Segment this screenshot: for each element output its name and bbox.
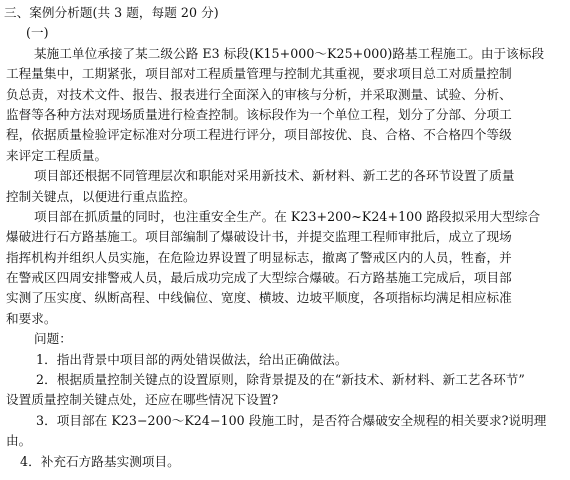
paragraph-line: 来评定工程质量。 bbox=[6, 147, 108, 163]
paragraph-line: 负总责，对技术文件、报告、报表进行全面深入的审核与分析，并采取测量、试验、分析、 bbox=[6, 86, 512, 102]
paragraph-line: 某施工单位承接了某二级公路 E3 标段(K15+000～K25+000)路基工程施工。由于该标段 bbox=[34, 45, 545, 61]
paragraph-line: 在警戒区四周安排警戒人员，最后成功完成了大型综合爆破。石方路基施工完成后，项目部 bbox=[6, 270, 512, 286]
paragraph-line: 项目部还根据不同管理层次和职能对采用新技术、新材料、新工艺的各环节设置了质量 bbox=[34, 168, 515, 184]
question-item: 2．根据质量控制关键点的设置原则，除背景提及的在“新技术、新材料、新工艺各环节” bbox=[36, 372, 525, 388]
paragraph-line: 指挥机构并组织人员实施，在危险边界设置了明显标志，撤离了警戒区内的人员，牲畜，并 bbox=[6, 249, 512, 265]
paragraph-2 bbox=[4, 166, 566, 207]
paragraph-line: 项目部在抓质量的同时，也注重安全生产。在 K23+200~K24+100 路段拟采用大型综合 bbox=[34, 208, 541, 224]
questions-label: 问题： bbox=[34, 331, 72, 347]
paragraph-line: 爆破进行石方路基施工。项目部编制了爆破设计书，并提交监理工程师审批后，成立了现场 bbox=[6, 229, 512, 245]
case-number: (一) bbox=[26, 25, 49, 41]
paragraph-1 bbox=[4, 44, 566, 166]
paragraph-line: 程，依据质量检验评定标准对分项工程进行评分，项目部按优、良、合格、不合格四个等级 bbox=[6, 127, 512, 143]
question-item-continued: 由。 bbox=[6, 433, 32, 449]
section-title: 三、案例分析题(共 3 题，每题 20 分) bbox=[4, 5, 219, 20]
question-item: 1．指出背景中项目部的两处错误做法，给出正确做法。 bbox=[36, 351, 348, 367]
question-item: 3．项目部在 K23−200～K24−100 段施工时，是否符合爆破安全规程的相关要求?说明理 bbox=[36, 412, 547, 428]
paragraph-line: 监督等各种方法对现场质量进行检查控制。该标段作为一个单位工程，划分了分部、分项工 bbox=[6, 106, 512, 122]
question-item-continued: 设置质量控制关键点处，还应在哪些情况下设置? bbox=[6, 392, 279, 408]
question-item: 4．补充石方路基实测项目。 bbox=[20, 453, 180, 469]
paragraph-line: 工程量集中，工期紧张，项目部对工程质量管理与控制尤其重视，要求项目总工对质量控制 bbox=[6, 66, 512, 82]
paragraph-line: 和要求。 bbox=[6, 310, 57, 326]
paragraph-line: 控制关键点，以便进行重点监控。 bbox=[6, 188, 196, 204]
paragraph-3 bbox=[4, 207, 566, 329]
questions-list bbox=[4, 350, 566, 472]
paragraph-line: 实测了压实度、纵断高程、中线偏位、宽度、横坡、边坡平顺度，各项指标均满足相应标准 bbox=[6, 290, 512, 306]
